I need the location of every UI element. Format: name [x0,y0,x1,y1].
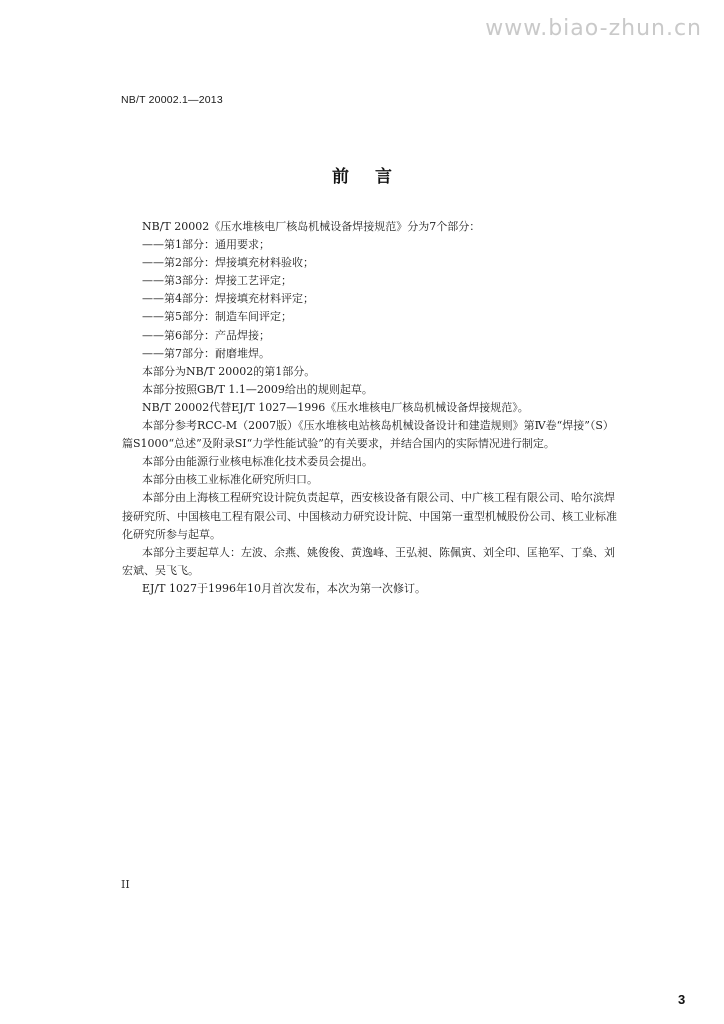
list-item-part-4: ——第4部分：焊接填充材料评定； [142,292,314,306]
paragraph-drafting-units-line-2: 接研究所、中国核电工程有限公司、中国核动力研究设计院、中国第一重型机械股份公司、核工业标准 [122,509,617,523]
paragraph-drafting-rules: 本部分按照GB/T 1.1—2009给出的规则起草。 [142,382,373,396]
page-title: 前言 [332,167,418,187]
list-item-part-6: ——第6部分：产品焊接； [142,328,270,342]
list-item-part-7: ——第7部分：耐磨堆焊。 [142,346,270,360]
list-item-part-1: ——第1部分：通用要求； [142,238,270,252]
paragraph-centralized-by: 本部分由核工业标准化研究所归口。 [142,473,318,487]
site-watermark: www.biao-zhun.cn [485,16,702,41]
foreword-body [122,218,642,598]
paragraph-drafting-units-line-1: 本部分由上海核工程研究设计院负责起草，西安核设备有限公司、中广核工程有限公司、哈尔滨焊 [142,491,615,505]
paragraph-reference-line-1: 本部分参考RCC-M（2007版）《压水堆核电站核岛机械设备设计和建造规则》第Ⅳ卷“焊接”（S） [142,419,614,433]
roman-page-number: II [121,878,130,891]
paragraph-parts-intro: NB/T 20002《压水堆核电厂核岛机械设备焊接规范》分为7个部分： [142,220,481,233]
document-code-header: NB/T 20002.1—2013 [121,94,223,106]
paragraph-replaces: NB/T 20002代替EJ/T 1027—1996《压水堆核电厂核岛机械设备焊接规范》。 [142,400,529,414]
paragraph-part-scope: 本部分为NB/T 20002的第1部分。 [142,364,316,378]
page-number: 3 [678,992,686,1007]
paragraph-drafters-line-2: 宏斌、吴飞飞。 [122,563,199,577]
paragraph-drafting-units-line-3: 化研究所参与起草。 [122,527,221,541]
paragraph-drafters-line-1: 本部分主要起草人：左波、余燕、姚俊俊、黄逸峰、王弘昶、陈佩寅、刘全印、匡艳军、丁燊、刘 [142,545,615,559]
list-item-part-2: ——第2部分：焊接填充材料验收； [142,256,314,270]
list-item-part-3: ——第3部分：焊接工艺评定； [142,274,292,288]
list-item-part-5: ——第5部分：制造车间评定； [142,310,292,324]
paragraph-reference-line-2: 篇S1000“总述”及附录SI“力学性能试验”的有关要求，并结合国内的实际情况进行制定。 [122,437,555,451]
paragraph-proposed-by: 本部分由能源行业核电标准化技术委员会提出。 [142,455,373,469]
paragraph-revision-history: EJ/T 1027于1996年10月首次发布，本次为第一次修订。 [142,581,426,595]
